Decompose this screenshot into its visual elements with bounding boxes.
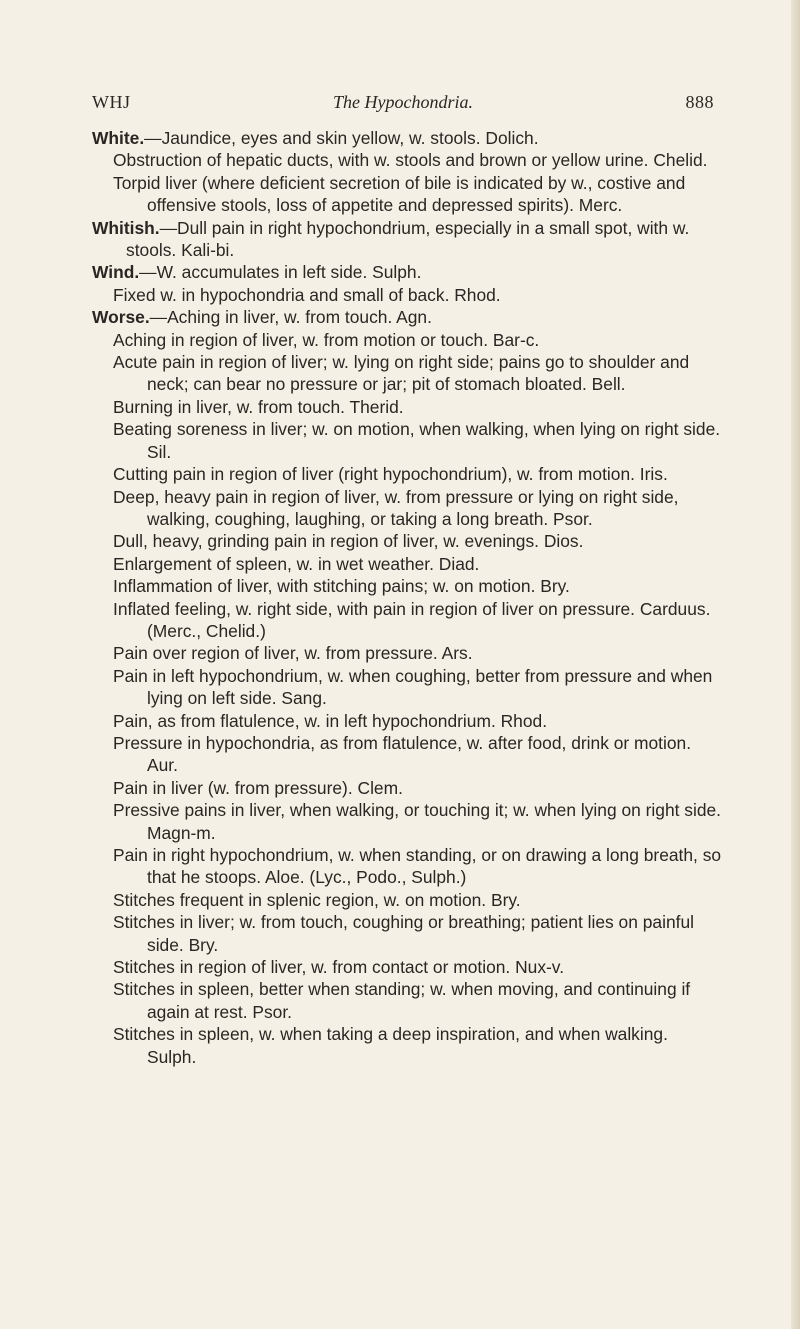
entry [92,463,722,485]
entry [92,351,722,396]
entry [92,1023,722,1068]
entry [92,777,722,799]
entry [92,306,722,328]
rubric-heading: Whitish. [92,217,160,238]
entry-text: Inflated feeling, w. right side, with pain in region of liver on pressure. Carduus. (Merc., Chelid.) [113,598,711,641]
entry [92,329,722,351]
entry-text: Pressive pains in liver, when walking, or touching it; w. when lying on right side. Magn-m. [113,800,722,843]
entry-text: Pain in liver (w. from pressure). Clem. [113,777,403,798]
rubric-heading: White. [92,128,145,148]
entry-text: Fixed w. in hypochondria and small of back. Rhod. [113,284,501,305]
entry [92,598,722,643]
entry [92,486,722,531]
rubric-heading: Wind. [92,262,140,283]
entry-text: Cutting pain in region of liver (right hypochondrium), w. from motion. Iris. [113,464,668,485]
entry-text: Pain over region of liver, w. from pressure. Ars. [113,643,473,664]
page-edge [791,0,800,1329]
entry-text: Beating soreness in liver; w. on motion, when walking, when lying on right side. Sil. [113,419,721,462]
entry [92,172,722,217]
rubric-heading: Worse. [92,307,150,328]
entry-text: Deep, heavy pain in region of liver, w. from pressure or lying on right side, walking, coughing, laughing, or taking a long breath. Psor. [113,486,679,529]
entry-text: Stitches frequent in splenic region, w. on motion. Bry. [113,889,521,910]
entry [92,553,722,575]
entry-text: Enlargement of spleen, w. in wet weather. Diad. [113,553,480,574]
entry-text: Stitches in spleen, better when standing; w. when moving, and continuing if again at rest. Psor. [113,979,691,1022]
entry [92,665,722,710]
entry [92,530,722,552]
header-section-code: WHJ [92,92,131,112]
entry [92,978,722,1023]
entry [92,396,722,418]
entry [92,956,722,978]
entry [92,911,722,956]
repertory-text [92,127,722,1068]
entry [92,889,722,911]
entry-text: Burning in liver, w. from touch. Therid. [113,396,404,417]
entry-text: Obstruction of hepatic ducts, with w. stools and brown or yellow urine. Chelid. [113,150,708,171]
entry [92,418,722,463]
entry-text: Inflammation of liver, with stitching pains; w. on motion. Bry. [113,576,570,597]
entry-text: —W. accumulates in left side. Sulph. [139,262,422,283]
entry [92,127,722,149]
entry-text: —Aching in liver, w. from touch. Agn. [149,307,432,328]
entry [92,575,722,597]
entry [92,799,722,844]
entry [92,844,722,889]
header-title: The Hypochondria. [333,92,473,112]
entry [92,149,722,171]
entry-text: —Jaundice, eyes and skin yellow, w. stools. Dolich. [144,128,539,148]
entry [92,217,722,262]
entry [92,284,722,306]
entry-text: Pain, as from flatulence, w. in left hypochondrium. Rhod. [113,710,548,731]
entry-text: Stitches in liver; w. from touch, coughing or breathing; patient lies on painful side. Bry. [113,912,694,955]
entry [92,710,722,732]
entry-text: —Dull pain in right hypochondrium, especially in a small spot, with w. stools. Kali-bi. [126,217,690,261]
running-header [92,92,714,118]
page-number: 888 [685,92,714,112]
entry-text: Stitches in spleen, w. when taking a deep inspiration, and when walking. Sulph. [113,1024,668,1067]
entry-text: Pressure in hypochondria, as from flatulence, w. after food, drink or motion. Aur. [113,732,692,776]
entry-text: Pain in right hypochondrium, w. when standing, or on drawing a long breath, so that he stoops. Aloe. (Lyc., Podo., Sulph.) [113,845,722,888]
entry-text: Pain in left hypochondrium, w. when coughing, better from pressure and when lying on left side. Sang. [113,665,713,709]
entry [92,642,722,664]
entry-text: Torpid liver (where deficient secretion of bile is indicated by w., costive and offensive stools, loss of appetite and depressed spirits). Merc. [113,172,686,216]
entry-text: Stitches in region of liver, w. from contact or motion. Nux-v. [113,957,565,978]
entry [92,261,722,283]
entry-text: Dull, heavy, grinding pain in region of liver, w. evenings. Dios. [113,531,584,552]
entry [92,732,722,777]
entry-text: Aching in region of liver, w. from motion or touch. Bar-c. [113,329,540,350]
entry-text: Acute pain in region of liver; w. lying on right side; pains go to shoulder and neck; can bear no pressure or jar; pit of stomach bloated. Bell. [113,352,690,395]
